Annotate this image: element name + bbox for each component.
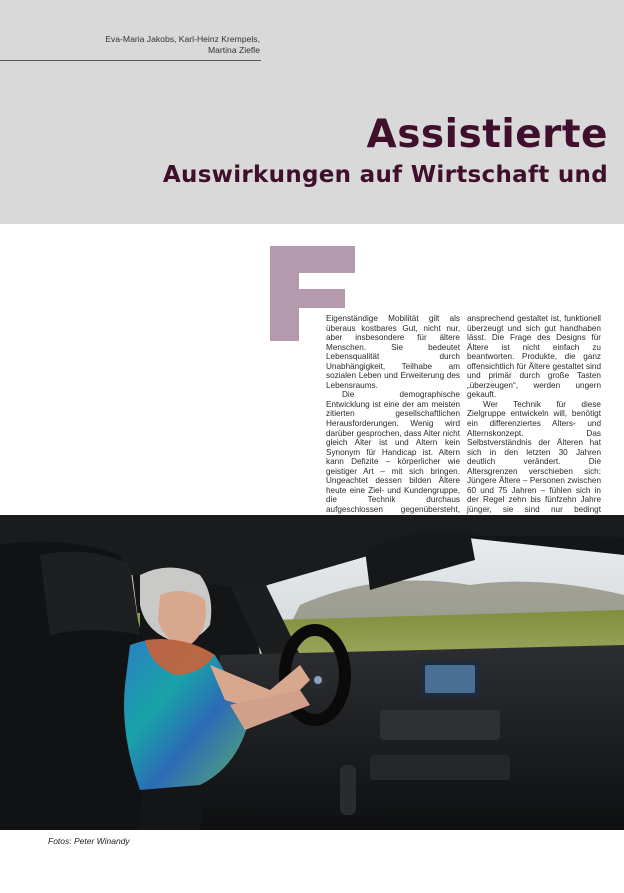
paragraph: Eigenständige Mobilität gilt als überaus kostbares Gut, nicht nur, aber insbesondere für ältere Menschen. Sie bedeutet Lebensqualität durch Unabhängigkeit, Teilhabe am sozialen Leben und Erweiterung des Lebensraums. xyxy=(326,314,460,390)
paragraph: Die demographische Entwicklung ist eine der am meisten zitierten gesellschaftlichen Herausforderungen. Wenig wird darüber gesprochen, dass Alter nicht gleich Alter ist und Altern kein Synonym für Handicap ist. Altern kann Defizite – körperlicher wie geistiger Art – mit sich bringen. Ungeachtet dessen bilden Ältere heute eine Ziel- und Kundengruppe, die Technik durchaus aufgeschlossen gegenübersteht, xyxy=(326,390,460,514)
article-subtitle: Auswirkungen auf Wirtschaft und xyxy=(162,162,608,188)
authors-line-2: Martina Ziefle xyxy=(207,45,260,55)
article-title: Assistierte xyxy=(366,112,608,157)
header-band xyxy=(0,0,624,224)
text-column-2 xyxy=(467,314,601,524)
author-list xyxy=(10,34,260,56)
paragraph: ansprechend gestaltet ist, funktionell überzeugt und sich gut handhaben lässt. Die Frage des Designs für Ältere ist nicht einfach zu beantworten. Produkte, die ganz offensichtlich für Ältere gestaltet sind und primär durch große Tasten „überzeugen“, werden ungern gekauft. xyxy=(467,314,601,400)
paragraph: Wer Technik für diese Zielgruppe entwickeln will, benötigt ein differenziertes Alters- und Alternskonzept. Das Selbstverständnis der Älteren hat sich in den letzten 30 Jahren deutlich verändert. Die Altersgrenzen verschieben sich: Jüngere Ältere – Personen zwischen 60 und 75 Jahren – fühlen sich in der Regel zehn bis fünfzehn Jahre jünger, sie sind nur bedingt xyxy=(467,399,601,514)
photo-caption: Fotos: Peter Winandy xyxy=(48,836,130,846)
car-interior-illustration xyxy=(0,515,624,830)
text-column-1 xyxy=(326,314,460,524)
article-photo xyxy=(0,515,624,830)
authors-line-1: Eva-Maria Jakobs, Karl-Heinz Krempels, xyxy=(105,34,260,44)
author-divider xyxy=(0,60,261,61)
